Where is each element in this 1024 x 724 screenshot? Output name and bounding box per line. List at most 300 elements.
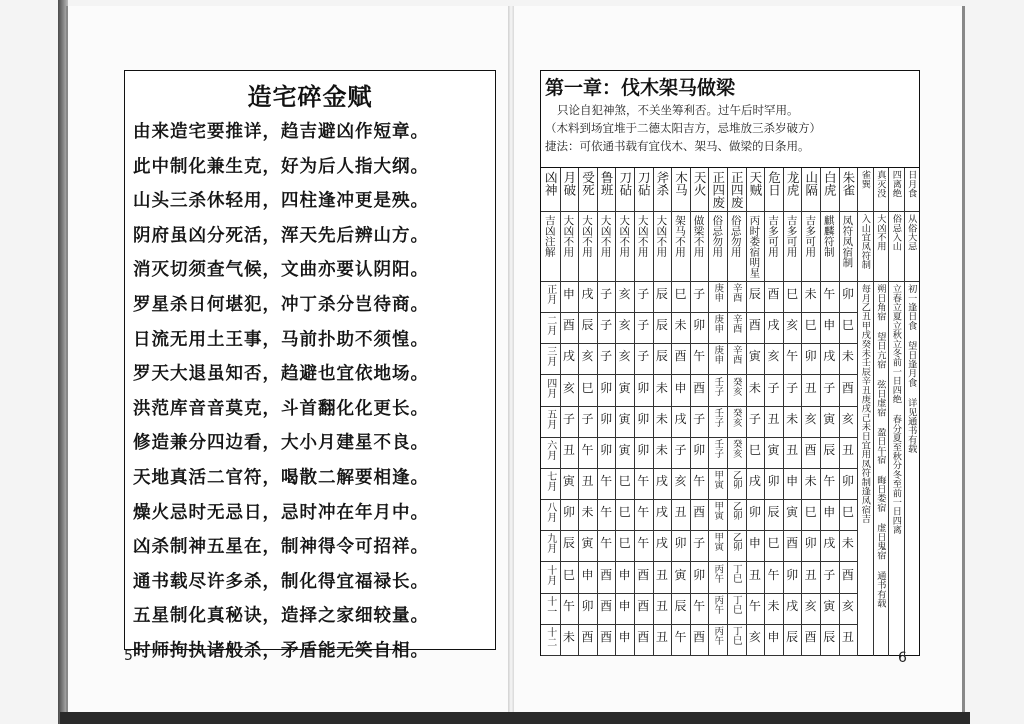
table-cell [690,282,709,313]
table-cell [727,438,746,469]
table-cell [597,469,616,500]
table-cell-text: 丁巳 [730,625,742,645]
table-cell-text: 卯 [841,287,854,301]
table-cell [653,282,672,313]
column-control-text: 架马不用 [673,215,686,257]
column-header [615,168,634,212]
table-cell-text: 午 [637,505,650,520]
column-control [653,212,672,282]
table-cell [634,594,653,625]
month-cell-text: 七月 [544,471,556,491]
poem-line: 凶杀制神五星在，制神得令可招祥。 [133,537,429,558]
table-cell [746,500,765,531]
table-cell-text: 亥 [804,411,817,426]
note-text: 初一逢日食 望日逢月食 详见通书有载 [905,284,917,454]
table-cell-text: 戌 [748,474,761,488]
table-cell-text: 壬子 [712,407,724,427]
table-cell [671,376,690,407]
column-control-text: 吉多可用 [766,215,779,257]
scan-bottom-edge [60,712,970,724]
column-control [904,212,919,282]
almanac-table [541,167,919,656]
table-cell [578,531,597,562]
table-cell-text: 亥 [841,598,854,613]
table-cell [690,313,709,344]
table-cell-text: 酉 [693,629,706,644]
table-cell-text: 巳 [804,505,817,520]
table-cell [634,282,653,313]
table-cell-text: 戌 [674,411,687,426]
table-cell [783,282,802,313]
month-cell [541,563,560,594]
table-cell [820,282,839,313]
table-cell [653,376,672,407]
table-cell-text: 子 [674,442,687,457]
column-control-text: 从俗大忌 [905,214,917,251]
table-cell [653,563,672,594]
note-text: 朔日角宿 望日亢宿 弦日虚宿 盈日午宿 晦日娄宿 虚日鬼宿 通书有载 [874,284,886,608]
column-header [820,168,839,212]
note-text: 每月乙丑甲戌癸未壬辰辛丑庚戌己未日宜用凤符制逢凤宿吉 [859,284,871,524]
table-cell [839,469,858,500]
table-cell [615,594,634,625]
table-cell [653,500,672,531]
table-cell-text: 寅 [618,442,631,457]
month-cell-text: 九月 [544,533,556,554]
table-cell-text: 丑 [655,567,668,582]
table-cell [746,282,765,313]
month-cell [541,313,560,344]
column-header [541,168,560,212]
table-cell [820,500,839,531]
table-cell [839,313,858,344]
table-cell [746,625,765,656]
table-cell-text: 午 [786,349,799,364]
table-cell-text: 卯 [674,536,687,551]
table-cell-text: 子 [823,380,836,395]
table-column [727,168,747,656]
column-control-text: 凤符凤宿制 [841,215,854,268]
table-cell [746,407,765,438]
table-cell-text: 子 [600,318,613,333]
table-cell-text: 未 [655,442,668,457]
table-cell [634,469,653,500]
table-cell-text: 午 [600,505,613,520]
table-cell-text: 丙午 [712,625,724,645]
table-cell-text: 癸亥 [730,407,742,427]
month-cell-text: 六月 [544,439,556,460]
table-cell [783,438,802,469]
table-cell [690,376,709,407]
table-cell [746,376,765,407]
table-cell [764,282,783,313]
table-cell [615,500,634,531]
month-cell [541,282,560,313]
table-cell [764,469,783,500]
table-cell-text: 子 [562,411,575,426]
table-cell [839,531,858,562]
table-cell [783,500,802,531]
table-cell [634,531,653,562]
table-cell [578,407,597,438]
table-cell-text: 戌 [581,287,594,301]
column-control [541,212,560,282]
table-cell [783,594,802,625]
table-cell [727,344,746,375]
table-cell [727,282,746,313]
table-cell-text: 未 [804,287,817,301]
table-cell [615,376,634,407]
table-cell [690,469,709,500]
table-cell-text: 乙卯 [730,532,742,552]
month-cell-text: 正月 [544,284,556,304]
table-cell-text: 申 [767,629,780,644]
table-cell [801,563,820,594]
table-cell-text: 戌 [655,536,668,551]
table-cell-text: 巳 [674,287,687,301]
table-column [708,168,728,656]
column-control-text: 入山宜凤符制 [859,214,871,270]
page-number-right: 6 [898,650,907,666]
table-column [801,168,821,656]
table-cell [708,438,727,469]
table-cell-text: 丑 [674,505,687,520]
table-cell [560,344,579,375]
table-cell-text: 巳 [748,442,761,457]
table-cell-text: 酉 [693,380,706,395]
table-cell-text: 丑 [581,474,594,488]
table-cell [820,531,839,562]
poem-line: 通书载尽许多杀，制化得宜福禄长。 [133,571,429,592]
table-cell [727,500,746,531]
table-cell-text: 子 [693,287,706,301]
table-cell [820,625,839,656]
poem-line: 由来造宅要推详，趋吉避凶作短章。 [133,122,429,142]
table-cell-text: 辛酉 [730,345,742,365]
table-cell [746,313,765,344]
table-cell-text: 午 [562,598,575,613]
table-cell-text: 亥 [841,411,854,426]
table-cell-text: 申 [618,598,631,613]
table-cell-text: 卯 [804,536,817,551]
table-cell-text: 午 [600,474,613,488]
month-cell-text: 三月 [544,346,556,367]
poem-line: 时师拘执诸般杀，矛盾能无笑自相。 [133,640,429,661]
table-column [764,168,784,656]
table-cell [820,469,839,500]
table-cell-text: 甲寅 [712,532,724,552]
table-cell [671,563,690,594]
table-cell-text: 未 [767,598,780,613]
table-cell [746,594,765,625]
table-cell-text: 丑 [804,380,817,395]
table-cell-text: 子 [767,380,780,395]
table-column [690,168,710,656]
table-cell-text: 午 [693,474,706,488]
column-header-text: 危日 [766,171,782,196]
month-cell-text: 十二 [544,626,556,647]
table-cell [764,563,783,594]
table-cell [560,594,579,625]
table-cell [727,376,746,407]
table-cell [653,469,672,500]
poem-line: 天地真活二官符，喝散二解要相逢。 [133,467,429,488]
column-header-text: 月破 [561,171,577,196]
table-cell [783,407,802,438]
table-cell [653,594,672,625]
table-column [634,168,654,656]
month-cell-text: 二月 [544,315,556,336]
table-cell [783,313,802,344]
column-header-text: 斧杀 [654,171,670,196]
table-cell [839,407,858,438]
table-cell-text: 庚申 [712,345,724,365]
table-cell-text: 卯 [693,318,706,333]
table-cell [820,438,839,469]
table-cell [615,282,634,313]
table-cell-text: 子 [637,318,650,333]
table-cell-text: 丑 [562,442,575,457]
column-control [820,212,839,282]
column-control-text: 大凶不用 [874,214,886,251]
poem-lines [133,115,493,669]
table-cell-text: 亥 [618,287,631,301]
table-cell [615,469,634,500]
table-cell-text: 午 [823,474,836,488]
table-cell [578,438,597,469]
table-cell-text: 辛酉 [730,283,742,302]
table-cell-text: 未 [562,629,575,644]
table-cell-text: 甲寅 [712,501,724,521]
column-header [690,168,709,212]
table-cell-text: 丑 [841,442,854,457]
table-cell-text: 酉 [748,318,761,333]
table-cell [764,594,783,625]
table-cell-text: 卯 [600,442,613,457]
table-cell-text: 未 [581,505,594,520]
table-cell-text: 巳 [841,505,854,520]
table-cell [615,407,634,438]
column-header [783,168,802,212]
table-cell [634,407,653,438]
table-cell [820,344,839,375]
column-control-text: 俗忌勿用 [729,215,742,257]
column-control-text: 大凶不用 [636,215,649,257]
column-control-text: 吉多可用 [785,215,798,257]
column-header-text: 木马 [673,171,689,196]
column-header [857,168,872,212]
table-cell-text: 辰 [655,287,668,301]
table-cell-text: 丑 [655,629,668,644]
month-cell-text: 五月 [544,408,556,429]
table-cell-text: 子 [600,349,613,364]
table-cell [764,625,783,656]
column-header-text: 鲁班 [599,171,615,196]
table-cell [690,531,709,562]
column-header [560,168,579,212]
table-cell-text: 未 [841,536,854,551]
table-cell-text: 戌 [767,318,780,333]
table-cell-text: 酉 [637,567,650,582]
table-cell-text: 丑 [767,411,780,426]
table-cell [783,563,802,594]
table-cell-text: 寅 [618,411,631,426]
table-cell-text: 子 [637,287,650,301]
column-header-text: 正四废 [729,171,745,209]
column-control-text: 大凶不用 [599,215,612,257]
table-cell [801,594,820,625]
table-cell-text: 亥 [786,318,799,333]
poem-line: 此中制化兼生克，好为后人指大纲。 [133,156,429,177]
column-control [578,212,597,282]
table-cell-text: 酉 [600,567,613,582]
table-cell-text: 午 [823,287,836,301]
table-cell-text: 丁巳 [730,563,742,583]
table-cell-text: 巳 [841,318,854,333]
table-cell-text: 申 [581,567,594,582]
table-cell-text: 辰 [655,318,668,333]
table-cell [708,625,727,656]
table-cell [783,625,802,656]
column-header-text: 雀巽 [859,170,871,189]
column-header-text: 白虎 [822,171,838,196]
table-cell [708,500,727,531]
table-cell-text: 卯 [693,442,706,457]
page-number-left: 5 [124,648,133,664]
table-cell-text: 子 [823,567,836,582]
table-cell-text: 辰 [748,287,761,301]
table-cell-text: 卯 [637,442,650,457]
table-cell [671,500,690,531]
table-cell [671,438,690,469]
table-cell [597,438,616,469]
month-cell-text: 十一 [544,595,556,616]
table-cell-text: 午 [693,598,706,613]
table-cell [597,625,616,656]
poem-line: 阴府虽凶分死活，浑天先后辨山方。 [133,225,429,246]
table-cell-text: 戌 [823,349,836,364]
column-control [727,212,746,282]
table-cell-text: 酉 [581,629,594,644]
table-cell-text: 酉 [841,567,854,582]
table-cell-text: 卯 [841,474,854,488]
table-cell [839,282,858,313]
poem-line: 五星制化真秘诀，造择之家细较量。 [133,606,429,627]
table-cell-text: 丑 [655,598,668,613]
table-cell-text: 未 [674,318,687,333]
table-cell [708,531,727,562]
table-column [783,168,803,656]
table-cell-text: 寅 [748,349,761,364]
column-control [690,212,709,282]
table-cell [839,344,858,375]
table-cell-text: 庚申 [712,283,724,302]
table-cell-text: 辰 [581,318,594,333]
table-cell-text: 寅 [581,536,594,551]
column-control [857,212,872,282]
table-column [746,168,766,656]
table-cell [653,407,672,438]
table-cell-text: 辰 [823,442,836,457]
column-control [783,212,802,282]
table-cell [801,407,820,438]
table-cell-text: 庚申 [712,314,724,334]
table-cell [597,407,616,438]
table-cell [764,531,783,562]
table-cell [727,531,746,562]
table-cell-text: 辰 [562,536,575,551]
month-cell [541,594,560,625]
table-cell-text: 巳 [767,536,780,551]
table-cell [839,625,858,656]
table-cell-text: 申 [618,567,631,582]
book-spine [508,6,514,722]
table-cell-text: 酉 [562,318,575,333]
column-control [801,212,820,282]
table-cell [708,313,727,344]
table-cell-text: 丁巳 [730,594,742,614]
table-cell [727,469,746,500]
table-cell-text: 亥 [581,349,594,364]
table-cell [801,282,820,313]
table-cell [671,282,690,313]
column-header [839,168,858,212]
table-cell [690,625,709,656]
table-cell-text: 卯 [600,380,613,395]
table-cell-text: 申 [748,536,761,551]
table-cell [671,625,690,656]
table-cell-text: 午 [693,349,706,364]
column-header [727,168,746,212]
table-cell-text: 卯 [637,380,650,395]
note-text: 立春立夏立秋立冬前一日四绝 春分夏至秋分冬至前一日四离 [890,284,902,535]
column-control-text: 大凶不用 [655,215,668,257]
poem-line: 消灭切须查气候，文曲亦要认阴阳。 [133,260,429,281]
table-cell [708,469,727,500]
column-control [873,212,888,282]
table-cell [783,531,802,562]
table-cell-text: 辰 [674,598,687,613]
table-column [839,168,859,656]
table-cell [578,344,597,375]
table-cell-text: 卯 [767,474,780,488]
table-cell-text: 申 [618,629,631,644]
poem-title: 造宅碎金赋 [247,83,373,111]
table-cell [634,313,653,344]
table-cell [578,594,597,625]
table-cell-text: 巳 [786,287,799,301]
table-cell [671,344,690,375]
table-cell-text: 亥 [618,318,631,333]
table-cell-text: 亥 [562,380,575,395]
table-cell-text: 午 [600,536,613,551]
table-column [597,168,617,656]
table-cell [615,563,634,594]
table-cell-text: 巳 [618,536,631,551]
table-cell-text: 午 [767,567,780,582]
table-cell-text: 卯 [581,598,594,613]
note-column [857,168,873,656]
table-cell-text: 申 [786,474,799,488]
table-cell-text: 卯 [637,411,650,426]
table-cell [801,344,820,375]
table-cell [839,438,858,469]
column-header [746,168,765,212]
table-cell [634,438,653,469]
column-control [746,212,765,282]
table-cell-text: 酉 [841,380,854,395]
table-cell [783,376,802,407]
